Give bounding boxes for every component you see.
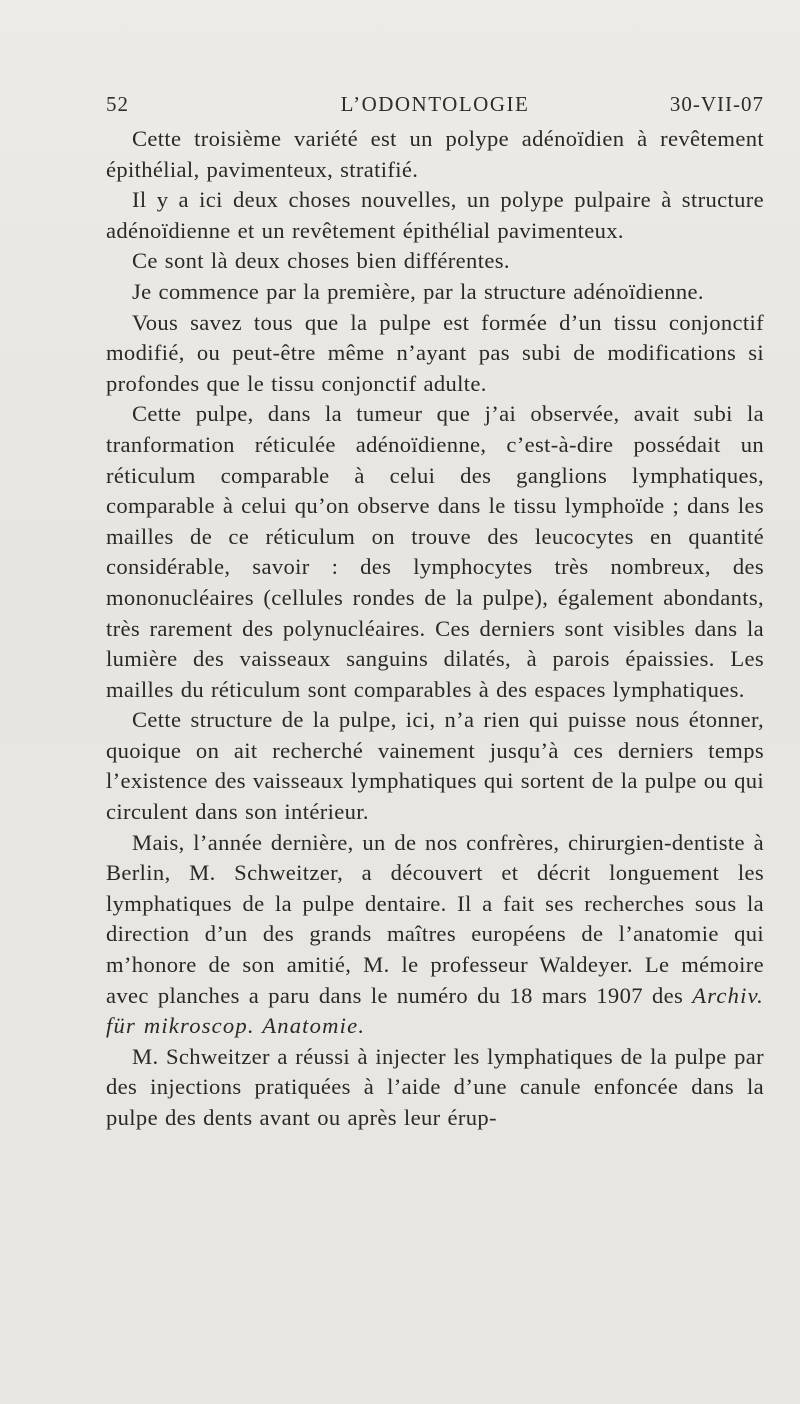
journal-title: L’ODONTOLOGIE: [340, 92, 530, 116]
journal-citation: Archiv. für mikroscop. Anatomie.: [106, 982, 764, 1039]
paragraph: Vous savez tous que la pulpe est formée d’un tissu conjonctif modifié, ou peut-être même n’ayant pas subi de modifications si profondes que le tissu conjonctif adulte.: [106, 309, 764, 396]
paragraph: Il y a ici deux choses nouvelles, un polype pulpaire à structure adénoïdienne et un revêtement épithélial pavimenteux.: [106, 187, 764, 243]
paragraph: Cette pulpe, dans la tumeur que j’ai observée, avait subi la tranformation réticulée adénoïdienne, c’est-à-dire possédait un réticulum comparable à celui des ganglions lymphatiques, comparable à celui qu’on observe dans le tissu lymphoïde ; dans les mailles de ce réticulum on trouve des leucocytes en quantité considérable, savoir : des lymphocytes très nombreux, des mononucléaires (cellules rondes de la pulpe), également abondants, très rarement des polynucléaires. Ces derniers sont visibles dans la lumière des vaisseaux sanguins dilatés, à parois épaissies. Les mailles du réticulum sont comparables à des espaces lymphatiques.: [106, 401, 764, 702]
running-header: [106, 92, 764, 120]
paragraph-text: Mais, l’année dernière, un de nos confrères, chirurgien-dentiste à Berlin, M. Schweitzer, a découvert et décrit longuement les lymphatiques de la pulpe dentaire. Il a fait ses recherches sous la direction d’un des grands maîtres européens de l’anatomie qui m’honore de son amitié, M. le professeur Waldeyer. Le mémoire avec planches a paru dans le numéro du 18 mars 1907 des: [106, 829, 764, 1008]
paragraph: M. Schweitzer a réussi à injecter les lymphatiques de la pulpe par des injections pratiquées à l’aide d’une canule enfoncée dans la pulpe des dents avant ou après leur érup-: [106, 1043, 764, 1130]
paragraph: Ce sont là deux choses bien différentes.: [132, 248, 510, 274]
issue-date: 30-VII-07: [669, 92, 764, 116]
body-text: [106, 124, 764, 1134]
paragraph: Cette structure de la pulpe, ici, n’a rien qui puisse nous étonner, quoique on ait recherché vainement jusqu’à ces derniers temps l’existence des vaisseaux lymphatiques qui sortent de la pulpe ou qui circulent dans son intérieur.: [106, 707, 764, 825]
paragraph: [106, 828, 764, 1042]
page-number: 52: [106, 92, 129, 116]
paragraph: Je commence par la première, par la structure adénoïdienne.: [132, 278, 704, 304]
paragraph: Cette troisième variété est un polype adénoïdien à revêtement épithélial, pavimenteux, stratifié.: [106, 126, 764, 182]
